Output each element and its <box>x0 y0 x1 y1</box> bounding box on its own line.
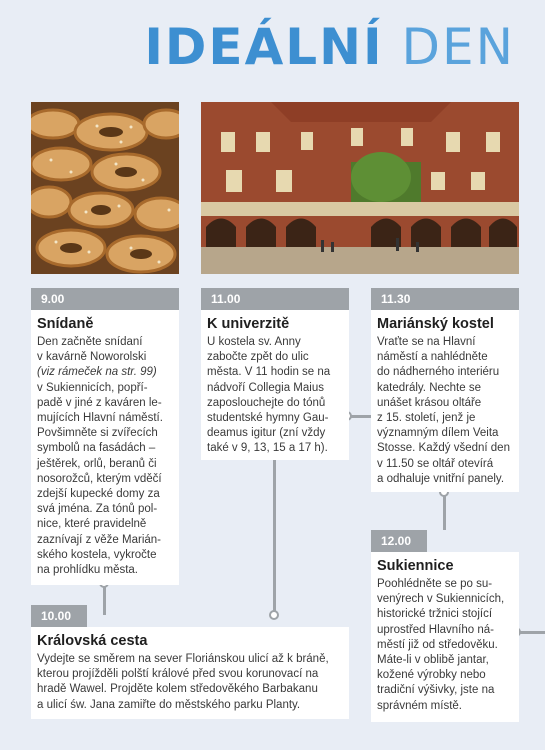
line: a ulicí św. Jana zamiřte do městského parku Planty. <box>37 698 301 711</box>
time-tag-1130: 11.30 <box>371 288 519 310</box>
line: studentské hymny Gau- <box>207 412 329 425</box>
line: zdejší kupecké domy za <box>37 488 160 501</box>
line: uprostřed Hlavního ná- <box>377 623 494 636</box>
card-kralovska-cesta <box>31 627 349 719</box>
line: deamus igitur (zní vždy <box>207 427 326 440</box>
line: ského kostela, vykročte <box>37 548 157 561</box>
time-tag-1000: 10.00 <box>31 605 87 627</box>
title-bold: IDEÁLNÍ <box>144 18 384 76</box>
heading-k-univerzite: K univerzitě <box>207 316 290 332</box>
heading-kralovska-cesta: Královská cesta <box>37 633 148 649</box>
line: svá jména. Za tónů pol- <box>37 503 158 516</box>
line: venýrech v Sukiennicích, <box>377 593 505 606</box>
line: a odhaluje vnitřní panely. <box>377 472 505 485</box>
line: z 15. století, jenž je <box>377 412 476 425</box>
line: tradiční výšivky, jste na <box>377 684 495 697</box>
line: Poohlédněte se po su- <box>377 578 493 590</box>
line: nádvoří Collegia Maius <box>207 381 324 394</box>
card-k-univerzite <box>201 310 349 460</box>
line: v Sukiennicích, popří- <box>37 381 148 394</box>
line: do nádherného interiéru <box>377 366 500 379</box>
line: nice, které pravidelně <box>37 518 147 531</box>
line: padě v jiné z kaváren le- <box>37 396 162 409</box>
line: kterou projížděli polští králové před svou korunovací na <box>37 668 319 681</box>
line: U kostela sv. Anny <box>207 336 301 348</box>
line: symbolů na fasádách – <box>37 442 156 455</box>
line: historické tržnici stojící <box>377 608 493 621</box>
line: Máte-li v oblibě jantar, <box>377 654 489 667</box>
bagels-photo <box>31 102 179 274</box>
page-title <box>144 18 515 76</box>
connector-1130-1200 <box>443 492 446 530</box>
line: (viz rámeček na str. 99) <box>37 366 157 379</box>
card-sukiennice <box>371 552 519 722</box>
line: zaznívají z věže Marián- <box>37 533 161 546</box>
line: mujících Hlavní náměstí. <box>37 412 163 425</box>
connector-dot <box>269 610 279 620</box>
line: také v 9, 13, 15 a 17 h). <box>207 442 328 455</box>
line: Povšimněte si zvířecích <box>37 427 158 440</box>
line: na prohlídku města. <box>37 564 139 577</box>
time-tag-900: 9.00 <box>31 288 179 310</box>
line: Stosse. Každý všední den <box>377 442 510 455</box>
card-snidane <box>31 310 179 585</box>
line: Den začněte snídaní <box>37 336 143 348</box>
line: katedrály. Nechte se <box>377 381 481 394</box>
heading-sukiennice: Sukiennice <box>377 558 454 574</box>
line: hradě Wawel. Projděte kolem středověkého Barbakanu <box>37 683 318 696</box>
line: města. V 11 hodin se na <box>207 366 331 379</box>
card-mariansky-kostel <box>371 310 519 492</box>
heading-snidane: Snídaně <box>37 316 94 332</box>
line: Vraťte se na Hlavní <box>377 336 476 348</box>
heading-mariansky-kostel: Mariánský kostel <box>377 316 494 332</box>
title-light: DEN <box>401 18 515 76</box>
connector-900-1000 <box>103 585 106 615</box>
line: kožené výrobky nebo <box>377 669 486 682</box>
line: městí již od středověku. <box>377 638 498 651</box>
line: nosorožců, kterým vděčí <box>37 472 162 485</box>
line: správném místě. <box>377 699 462 712</box>
line: zaposlouchejte do tónů <box>207 396 326 409</box>
time-tag-1100: 11.00 <box>201 288 349 310</box>
line: náměstí a nahlédněte <box>377 351 488 364</box>
line: v 11.50 se oltář otevírá <box>377 457 494 470</box>
line: Vydejte se směrem na sever Floriánskou ulicí až k bráně, <box>37 653 329 665</box>
time-tag-1200: 12.00 <box>371 530 427 552</box>
line: v kavárně Noworolski <box>37 351 147 364</box>
line: unášet krásou oltáře <box>377 396 482 409</box>
line: ještěrek, orlů, beranů či <box>37 457 157 470</box>
courtyard-photo <box>201 102 519 274</box>
connector-1100-1000 <box>273 460 276 615</box>
line: zabočte zpět do ulic <box>207 351 309 364</box>
line: významným dílem Veita <box>377 427 499 440</box>
